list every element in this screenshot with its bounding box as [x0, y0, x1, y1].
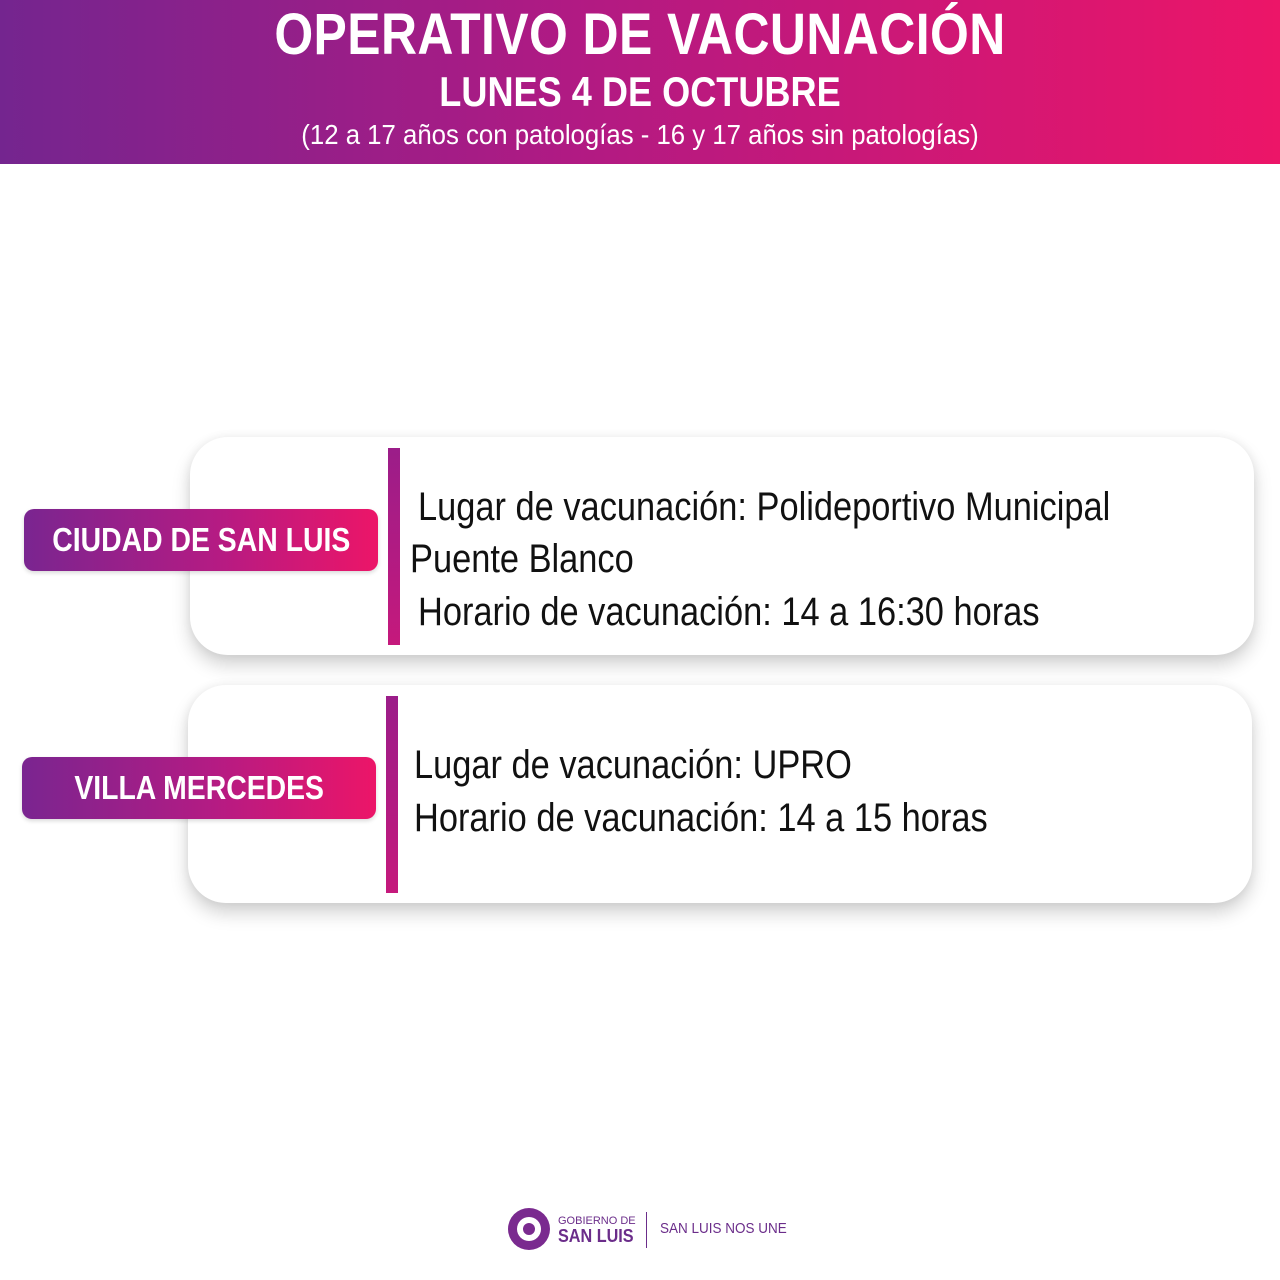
page-subtitle: LUNES 4 DE OCTUBRE [439, 68, 841, 115]
age-note: (12 a 17 años con patologías - 16 y 17 años sin patologías) [301, 119, 979, 150]
logo-small-text: GOBIERNO DE [558, 1215, 636, 1227]
page-title: OPERATIVO DE VACUNACIÓN [274, 2, 1006, 67]
slogan: SAN LUIS NOS UNE [660, 1220, 787, 1237]
city-label-villa-mercedes: VILLA MERCEDES [22, 757, 376, 819]
card-divider [388, 448, 400, 645]
city-label-san-luis: CIUDAD DE SAN LUIS [24, 509, 378, 571]
coat-of-arms-icon [508, 1208, 550, 1250]
venue-line: Lugar de vacunación: UPRO [414, 743, 852, 787]
logo-big-text: SAN LUIS [558, 1226, 634, 1246]
venue-line-continued: Puente Blanco [410, 537, 634, 581]
schedule-line: Horario de vacunación: 14 a 15 horas [414, 796, 988, 840]
schedule-line: Horario de vacunación: 14 a 16:30 horas [418, 590, 1040, 634]
card-divider [386, 696, 398, 893]
venue-line: Lugar de vacunación: Polideportivo Municipal [418, 485, 1111, 529]
header-banner [0, 0, 1280, 164]
footer-divider [646, 1212, 647, 1248]
